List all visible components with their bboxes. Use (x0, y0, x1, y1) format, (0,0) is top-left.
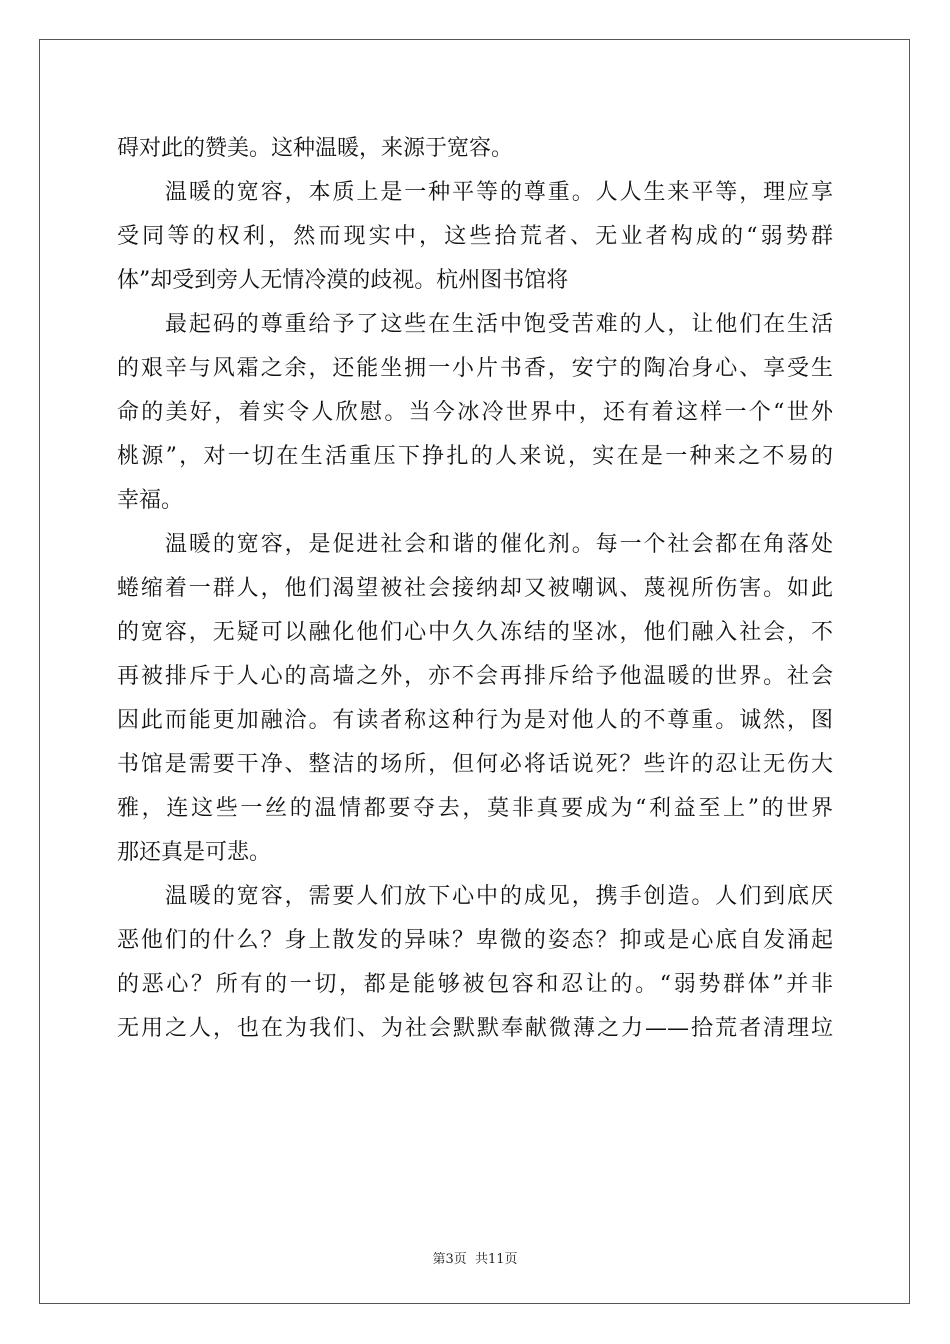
text-line: 恶他们的什么？身上散发的异味？卑微的姿态？抑或是心底自发涌起 (117, 928, 833, 953)
text-line: 幸福。 (117, 488, 184, 513)
page-footer (0, 1248, 950, 1267)
document-body (117, 127, 833, 1051)
paragraph (117, 171, 833, 303)
text-line: 温暖的宽容，是促进社会和谐的催化剂。每一个社会都在角落处 (165, 532, 833, 557)
text-line: 命的美好，着实令人欣慰。当今冰冷世界中，还有着这样一个“世外 (117, 400, 833, 425)
text-line: 体”却受到旁人无情冷漠的歧视。杭州图书馆将 (117, 268, 569, 293)
paragraph (117, 303, 833, 523)
text-line: 雅，连这些一丝的温情都要夺去，莫非真要成为“利益至上”的世界 (117, 796, 833, 821)
text-line: 最起码的尊重给予了这些在生活中饱受苦难的人，让他们在生活 (165, 312, 833, 337)
paragraph (117, 875, 833, 1051)
paragraph (117, 523, 833, 875)
page-number: 第3页 (432, 1252, 467, 1267)
text-line: 因此而能更加融洽。有读者称这种行为是对他人的不尊重。诚然，图 (117, 708, 833, 733)
text-line: 的恶心？所有的一切，都是能够被包容和忍让的。“弱势群体”并非 (117, 972, 833, 997)
text-line: 蜷缩着一群人，他们渴望被社会接纳却又被嘲讽、蔑视所伤害。如此 (117, 576, 833, 601)
text-line: 书馆是需要干净、整洁的场所，但何必将话说死？些许的忍让无伤大 (117, 752, 833, 777)
text-line: 那还真是可悲。 (117, 840, 272, 865)
text-line: 碍对此的赞美。这种温暖，来源于宽容。 (117, 136, 514, 161)
text-line: 温暖的宽容，本质上是一种平等的尊重。人人生来平等，理应享 (165, 180, 833, 205)
text-line: 再被排斥于人心的高墙之外，亦不会再排斥给予他温暖的世界。社会 (117, 664, 833, 689)
text-line: 温暖的宽容，需要人们放下心中的成见，携手创造。人们到底厌 (165, 884, 833, 909)
text-line: 的艰辛与风霜之余，还能坐拥一小片书香，安宁的陶冶身心、享受生 (117, 356, 833, 381)
text-line: 受同等的权利，然而现实中，这些拾荒者、无业者构成的“弱势群 (117, 224, 833, 249)
text-line: 的宽容，无疑可以融化他们心中久久冻结的坚冰，他们融入社会，不 (117, 620, 833, 645)
text-line: 桃源”，对一切在生活重压下挣扎的人来说，实在是一种来之不易的 (117, 444, 833, 469)
paragraph (117, 127, 833, 171)
page-total: 共11页 (474, 1252, 518, 1267)
text-line: 无用之人，也在为我们、为社会默默奉献微薄之力——拾荒者清理垃 (117, 1016, 833, 1041)
